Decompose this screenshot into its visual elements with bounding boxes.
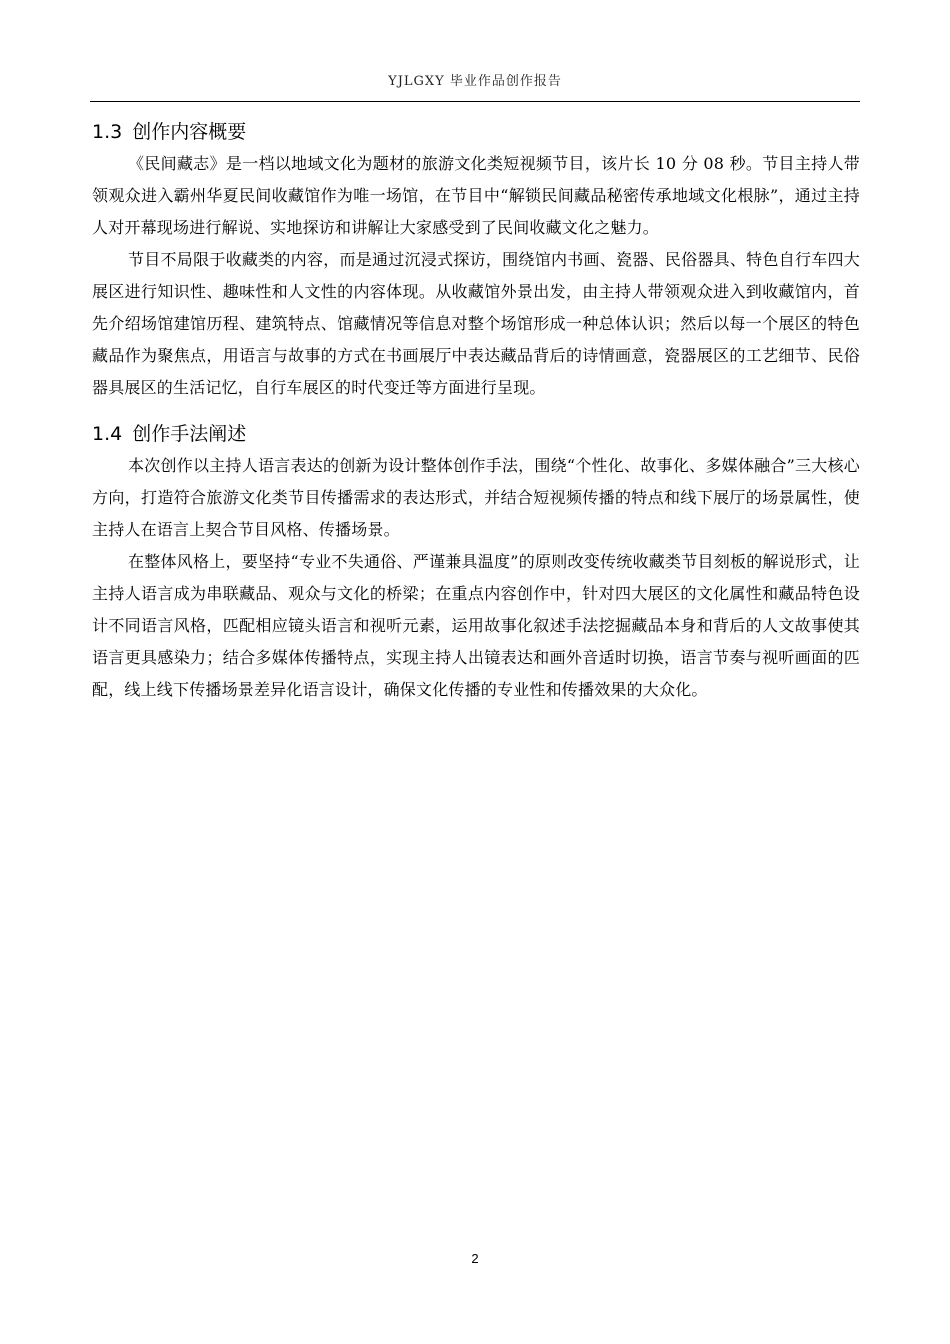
paragraph: 《民间藏志》是一档以地域文化为题材的旅游文化类短视频节目，该片长 10 分 08 秒。节目主持人带领观众进入霸州华夏民间收藏馆作为唯一场馆，在节目中“解锁民间藏品秘密传承地域文化根脉”，通过主持人对开幕现场进行解说、实地探访和讲解让大家感受到了民间收藏文化之魅力。 bbox=[92, 154, 860, 237]
section-1-4 bbox=[92, 418, 860, 706]
section-spacer bbox=[92, 404, 860, 418]
paragraph: 节目不局限于收藏类的内容，而是通过沉浸式探访，围绕馆内书画、瓷器、民俗器具、特色自行车四大展区进行知识性、趣味性和人文性的内容体现。从收藏馆外景出发，由主持人带领观众进入到收藏馆内，首先介绍场馆建馆历程、建筑特点、馆藏情况等信息对整个场馆形成一种总体认识；然后以每一个展区的特色藏品作为聚焦点，用语言与故事的方式在书画展厅中表达藏品背后的诗情画意，瓷器展区的工艺细节、民俗器具展区的生活记忆，自行车展区的时代变迁等方面进行呈现。 bbox=[92, 250, 860, 397]
section-number: 1.4 bbox=[92, 423, 123, 445]
section-title: 创作内容概要 bbox=[132, 121, 247, 143]
running-header: YJLGXY 毕业作品创作报告 bbox=[388, 74, 562, 89]
paragraph: 本次创作以主持人语言表达的创新为设计整体创作手法，围绕“个性化、故事化、多媒体融合”三大核心方向，打造符合旅游文化类节目传播需求的表达形式，并结合短视频传播的特点和线下展厅的场景属性，使主持人在语言上契合节目风格、传播场景。 bbox=[92, 456, 860, 539]
section-number: 1.3 bbox=[92, 121, 123, 143]
document-body bbox=[92, 116, 860, 706]
section-1-3 bbox=[92, 116, 860, 404]
page-number: 2 bbox=[471, 1251, 479, 1266]
header-divider bbox=[90, 101, 860, 102]
section-heading bbox=[92, 116, 860, 148]
paragraph: 在整体风格上，要坚持“专业不失通俗、严谨兼具温度”的原则改变传统收藏类节目刻板的解说形式，让主持人语言成为串联藏品、观众与文化的桥梁；在重点内容创作中，针对四大展区的文化属性和藏品特色设计不同语言风格，匹配相应镜头语言和视听元素，运用故事化叙述手法挖掘藏品本身和背后的人文故事使其语言更具感染力；结合多媒体传播特点，实现主持人出镜表达和画外音适时切换，语言节奏与视听画面的匹配，线上线下传播场景差异化语言设计，确保文化传播的专业性和传播效果的大众化。 bbox=[92, 552, 860, 699]
section-heading bbox=[92, 418, 860, 450]
section-title: 创作手法阐述 bbox=[132, 423, 247, 445]
